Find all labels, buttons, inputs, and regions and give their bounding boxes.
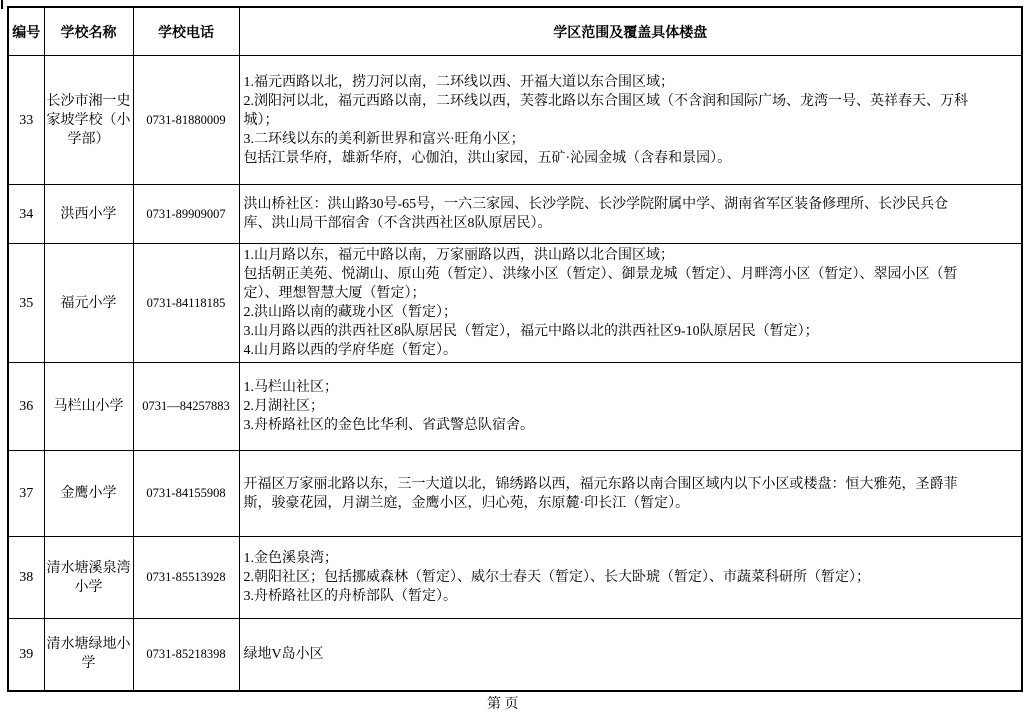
scope-line: 洪山桥社区：洪山路30号-65号，一六三家园、长沙学院、长沙学院附属中学、湖南省军区装备修理所、长沙民兵仓库、洪山局干部宿舍（不含洪西社区8队原居民）。 <box>243 197 949 231</box>
scope-line: 包括江景华府，雄新华府，心伽泊，洪山家园，五矿·沁园金城（含春和景园）。 <box>243 150 732 166</box>
cell-school-name: 金鹰小学 <box>44 451 133 537</box>
cell-school-phone: 0731—84257883 <box>133 363 239 451</box>
scope-line: 3.舟桥路社区的金色比华利、省武警总队宿舍。 <box>243 418 534 433</box>
scope-line: 2.月湖社区； <box>243 399 324 414</box>
scope-line: 4.山月路以西的学府华庭（暂定）。 <box>243 343 457 358</box>
cell-district-scope <box>239 619 1022 691</box>
cell-district-scope <box>239 451 1022 537</box>
header-district-scope: 学区范围及覆盖具体楼盘 <box>239 7 1022 56</box>
table-row-39 <box>8 619 1022 691</box>
scope-line: 2.浏阳河以北，福元西路以南，二环线以西，芙蓉北路以东合围区域（不含润和国际广场、龙湾一号、英祥春天、万科城）； <box>243 93 968 128</box>
cell-school-phone: 0731-81880009 <box>133 56 239 185</box>
cell-id: 36 <box>8 363 44 451</box>
table-row-36 <box>8 363 1022 451</box>
cell-school-name: 长沙市湘一史家坡学校（小学部） <box>44 56 133 185</box>
cell-district-scope <box>239 537 1022 619</box>
table-row-37 <box>8 451 1022 537</box>
cell-district-scope <box>239 185 1022 244</box>
cell-id: 38 <box>8 537 44 619</box>
cell-id: 35 <box>8 244 44 363</box>
cell-school-phone: 0731-89909007 <box>133 185 239 244</box>
scope-line: 1.福元西路以北，捞刀河以南，二环线以西、开福大道以东合围区域； <box>243 74 674 90</box>
scope-line: 包括朝正美苑、悦湖山、原山苑（暂定）、洪缘小区（暂定）、御景龙城（暂定）、月畔湾小区（暂定）、翠园小区（暂定）、理想智慧大厦（暂定）； <box>243 267 958 301</box>
cell-school-name: 清水塘绿地小学 <box>44 619 133 691</box>
cell-district-scope <box>239 56 1022 185</box>
cell-school-phone: 0731-85218398 <box>133 619 239 691</box>
cell-school-phone: 0731-85513928 <box>133 537 239 619</box>
scope-line: 2.朝阳社区；包括挪威森林（暂定）、威尔士春天（暂定）、长大卧琥（暂定）、市蔬菜科研所（暂定）； <box>243 570 870 585</box>
scope-line: 1.山月路以东，福元中路以南，万家丽路以西，洪山路以北合围区域； <box>243 248 674 263</box>
header-id: 编号 <box>8 7 44 56</box>
cell-school-phone: 0731-84118185 <box>133 244 239 363</box>
cell-school-name: 福元小学 <box>44 244 133 363</box>
cell-school-name: 清水塘溪泉湾小学 <box>44 537 133 619</box>
scope-line: 3.二环线以东的美利新世界和富兴·旺角小区； <box>243 131 525 147</box>
cell-district-scope <box>239 244 1022 363</box>
table-header-row <box>8 7 1022 56</box>
school-district-table <box>7 6 1023 692</box>
header-school-name: 学校名称 <box>44 7 133 56</box>
table-row-38 <box>8 537 1022 619</box>
cell-id: 37 <box>8 451 44 537</box>
scope-line: 3.舟桥路社区的舟桥部队（暂定）。 <box>243 589 457 604</box>
cell-school-name: 马栏山小学 <box>44 363 133 451</box>
header-school-phone: 学校电话 <box>133 7 239 56</box>
cell-school-name: 洪西小学 <box>44 185 133 244</box>
cell-district-scope <box>239 363 1022 451</box>
page-edge-artifact <box>1 0 3 9</box>
cell-id: 39 <box>8 619 44 691</box>
scope-line: 1.金色溪泉湾； <box>243 551 338 566</box>
scope-line: 3.山月路以西的洪西社区8队原居民（暂定），福元中路以北的洪西社区9-10队原居民（暂定）； <box>243 324 819 339</box>
table-row-35 <box>8 244 1022 363</box>
scope-line: 2.洪山路以南的藏珑小区（暂定）； <box>243 305 457 320</box>
table-row-33 <box>8 56 1022 185</box>
table-row-34 <box>8 185 1022 244</box>
page-footer-fragment: 第 页 <box>487 697 519 712</box>
scope-line: 绿地V岛小区 <box>243 646 324 662</box>
scope-line: 1.马栏山社区； <box>243 380 338 395</box>
cell-id: 33 <box>8 56 44 185</box>
cell-id: 34 <box>8 185 44 244</box>
scope-line: 开福区万家丽北路以东，三一大道以北，锦绣路以西，福元东路以南合围区域内以下小区或楼盘：恒大雅苑，圣爵菲斯，骏豪花园，月湖兰庭，金鹰小区，归心苑，东原麓·印长江（暂定）。 <box>243 476 958 511</box>
cell-school-phone: 0731-84155908 <box>133 451 239 537</box>
